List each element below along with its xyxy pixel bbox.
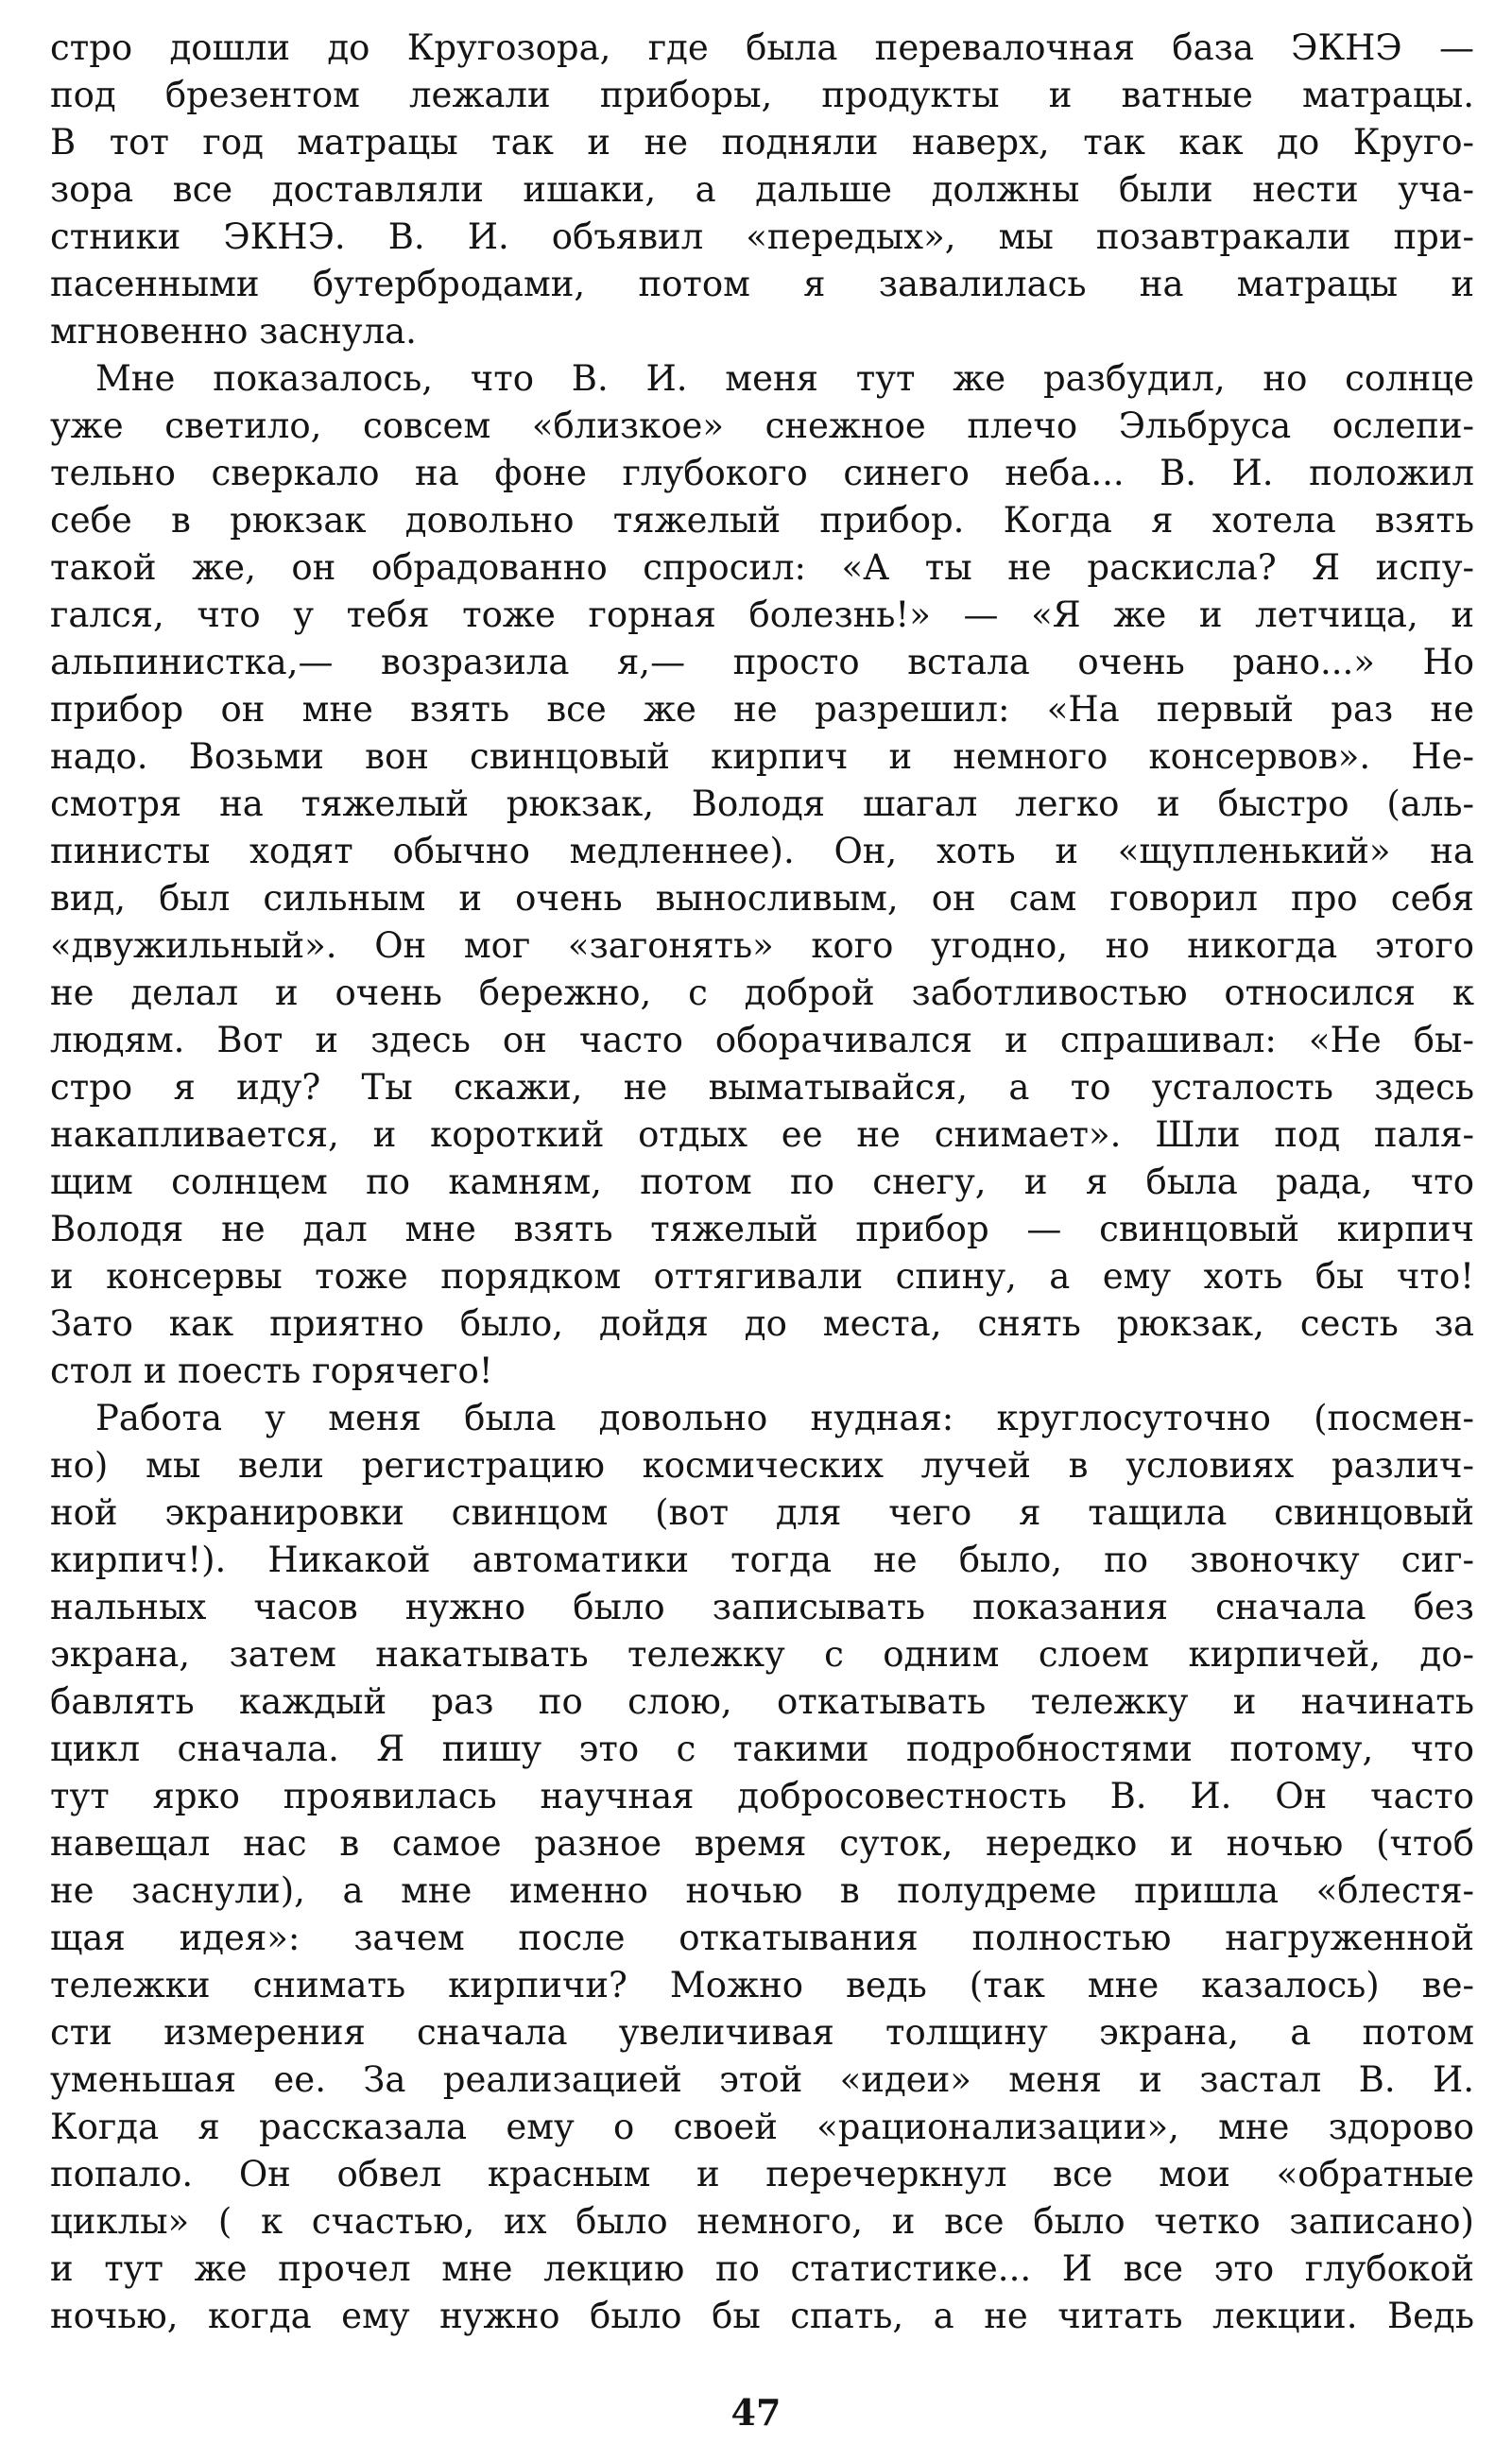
text-line: уменьшая ее. За реализацией этой «идеи» меня и застал В. И.	[50, 2059, 1474, 2100]
text-line: себе в рюкзак довольно тяжелый прибор. Когда я хотела взять	[50, 500, 1474, 541]
text-line: Когда я рассказала ему о своей «рационализации», мне здорово	[50, 2107, 1474, 2147]
text-line: мгновенно заснула.	[50, 311, 417, 352]
text-line: уже светило, совсем «близкое» снежное плечо Эльбруса ослепи-	[50, 405, 1474, 446]
text-line: вид, был сильным и очень выносливым, он сам говорил про себя	[50, 878, 1474, 919]
text-line: прибор он мне взять все же не разрешил: «На первый раз не	[50, 689, 1474, 730]
text-line: смотря на тяжелый рюкзак, Володя шагал легко и быстро (аль-	[50, 783, 1474, 824]
text-line: накапливается, и короткий отдых ее не снимает». Шли под паля-	[50, 1114, 1474, 1155]
text-line: надо. Возьми вон свинцовый кирпич и немного консервов». Не-	[50, 736, 1474, 777]
text-line: Зато как приятно было, дойдя до места, снять рюкзак, сесть за	[50, 1303, 1474, 1344]
text-line: пасенными бутербродами, потом я завалилась на матрацы и	[50, 264, 1474, 304]
text-line: пинисты ходят обычно медленнее). Он, хоть и «щупленький» на	[50, 831, 1474, 871]
text-line: сти измерения сначала увеличивая толщину экрана, а потом	[50, 2012, 1474, 2053]
text-line: и тут же прочел мне лекцию по статистике... И все это глубокой	[50, 2248, 1474, 2289]
text-line: тельно сверкало на фоне глубокого синего неба... В. И. положил	[50, 453, 1474, 493]
text-line: нальных часов нужно было записывать показания сначала без	[50, 1587, 1474, 1627]
paragraph-start-line: Работа у меня была довольно нудная: круглосуточно (посмен-	[95, 1398, 1474, 1438]
text-line: Володя не дал мне взять тяжелый прибор — свинцовый кирпич	[50, 1209, 1474, 1249]
text-line: стро я иду? Ты скажи, не выматывайся, а то усталость здесь	[50, 1067, 1474, 1108]
text-line: попало. Он обвел красным и перечеркнул все мои «обратные	[50, 2154, 1474, 2194]
text-line: не делал и очень бережно, с доброй заботливостью относился к	[50, 972, 1474, 1013]
text-line: ной экранировки свинцом (вот для чего я тащила свинцовый	[50, 1492, 1474, 1533]
text-line: такой же, он обрадованно спросил: «А ты не раскисла? Я испу-	[50, 547, 1474, 588]
text-line: циклы» ( к счастью, их было немного, и все было четко записано)	[50, 2201, 1474, 2242]
text-column	[50, 25, 1474, 2340]
text-line: под брезентом лежали приборы, продукты и ватные матрацы.	[50, 75, 1474, 115]
text-line: бавлять каждый раз по слою, откатывать тележку и начинать	[50, 1681, 1474, 1722]
text-line: экрана, затем накатывать тележку с одним слоем кирпичей, до-	[50, 1634, 1474, 1675]
text-line: кирпич!). Никакой автоматики тогда не было, по звоночку сиг-	[50, 1540, 1474, 1580]
text-line: тут ярко проявилась научная добросовестность В. И. Он часто	[50, 1776, 1474, 1816]
text-line: стники ЭКНЭ. В. И. объявил «передых», мы позавтракали при-	[50, 216, 1474, 257]
text-line: стро дошли до Кругозора, где была перевалочная база ЭКНЭ —	[50, 27, 1474, 68]
text-line: навещал нас в самое разное время суток, нередко и ночью (чтоб	[50, 1823, 1474, 1864]
text-line: «двужильный». Он мог «загонять» кого угодно, но никогда этого	[50, 925, 1474, 966]
text-line: тележки снимать кирпичи? Можно ведь (так мне казалось) ве-	[50, 1965, 1474, 2005]
text-line: щим солнцем по камням, потом по снегу, и я была рада, что	[50, 1162, 1474, 1202]
page-number: 47	[730, 2391, 782, 2434]
text-line: щая идея»: зачем после откатывания полностью нагруженной	[50, 1918, 1474, 1958]
text-line: не заснули), а мне именно ночью в полудреме пришла «блестя-	[50, 1870, 1474, 1911]
text-line: людям. Вот и здесь он часто оборачивался и спрашивал: «Не бы-	[50, 1020, 1474, 1060]
text-line: стол и поесть горячего!	[50, 1351, 493, 1391]
text-line: и консервы тоже порядком оттягивали спину, а ему хоть бы что!	[50, 1256, 1474, 1297]
paragraph-start-line: Мне показалось, что В. И. меня тут же разбудил, но солнце	[95, 358, 1474, 399]
text-line: цикл сначала. Я пишу это с такими подробностями потому, что	[50, 1729, 1474, 1769]
text-line: но) мы вели регистрацию космических лучей в условиях различ-	[50, 1445, 1474, 1486]
text-line: альпинистка,— возразила я,— просто встала очень рано...» Но	[50, 642, 1474, 682]
text-line: зора все доставляли ишаки, а дальше должны были нести уча-	[50, 169, 1474, 210]
text-line: гался, что у тебя тоже горная болезнь!» — «Я же и летчица, и	[50, 594, 1474, 635]
text-line: ночью, когда ему нужно было бы спать, а не читать лекции. Ведь	[50, 2296, 1474, 2336]
text-line: В тот год матрацы так и не подняли наверх, так как до Круго-	[50, 122, 1474, 163]
